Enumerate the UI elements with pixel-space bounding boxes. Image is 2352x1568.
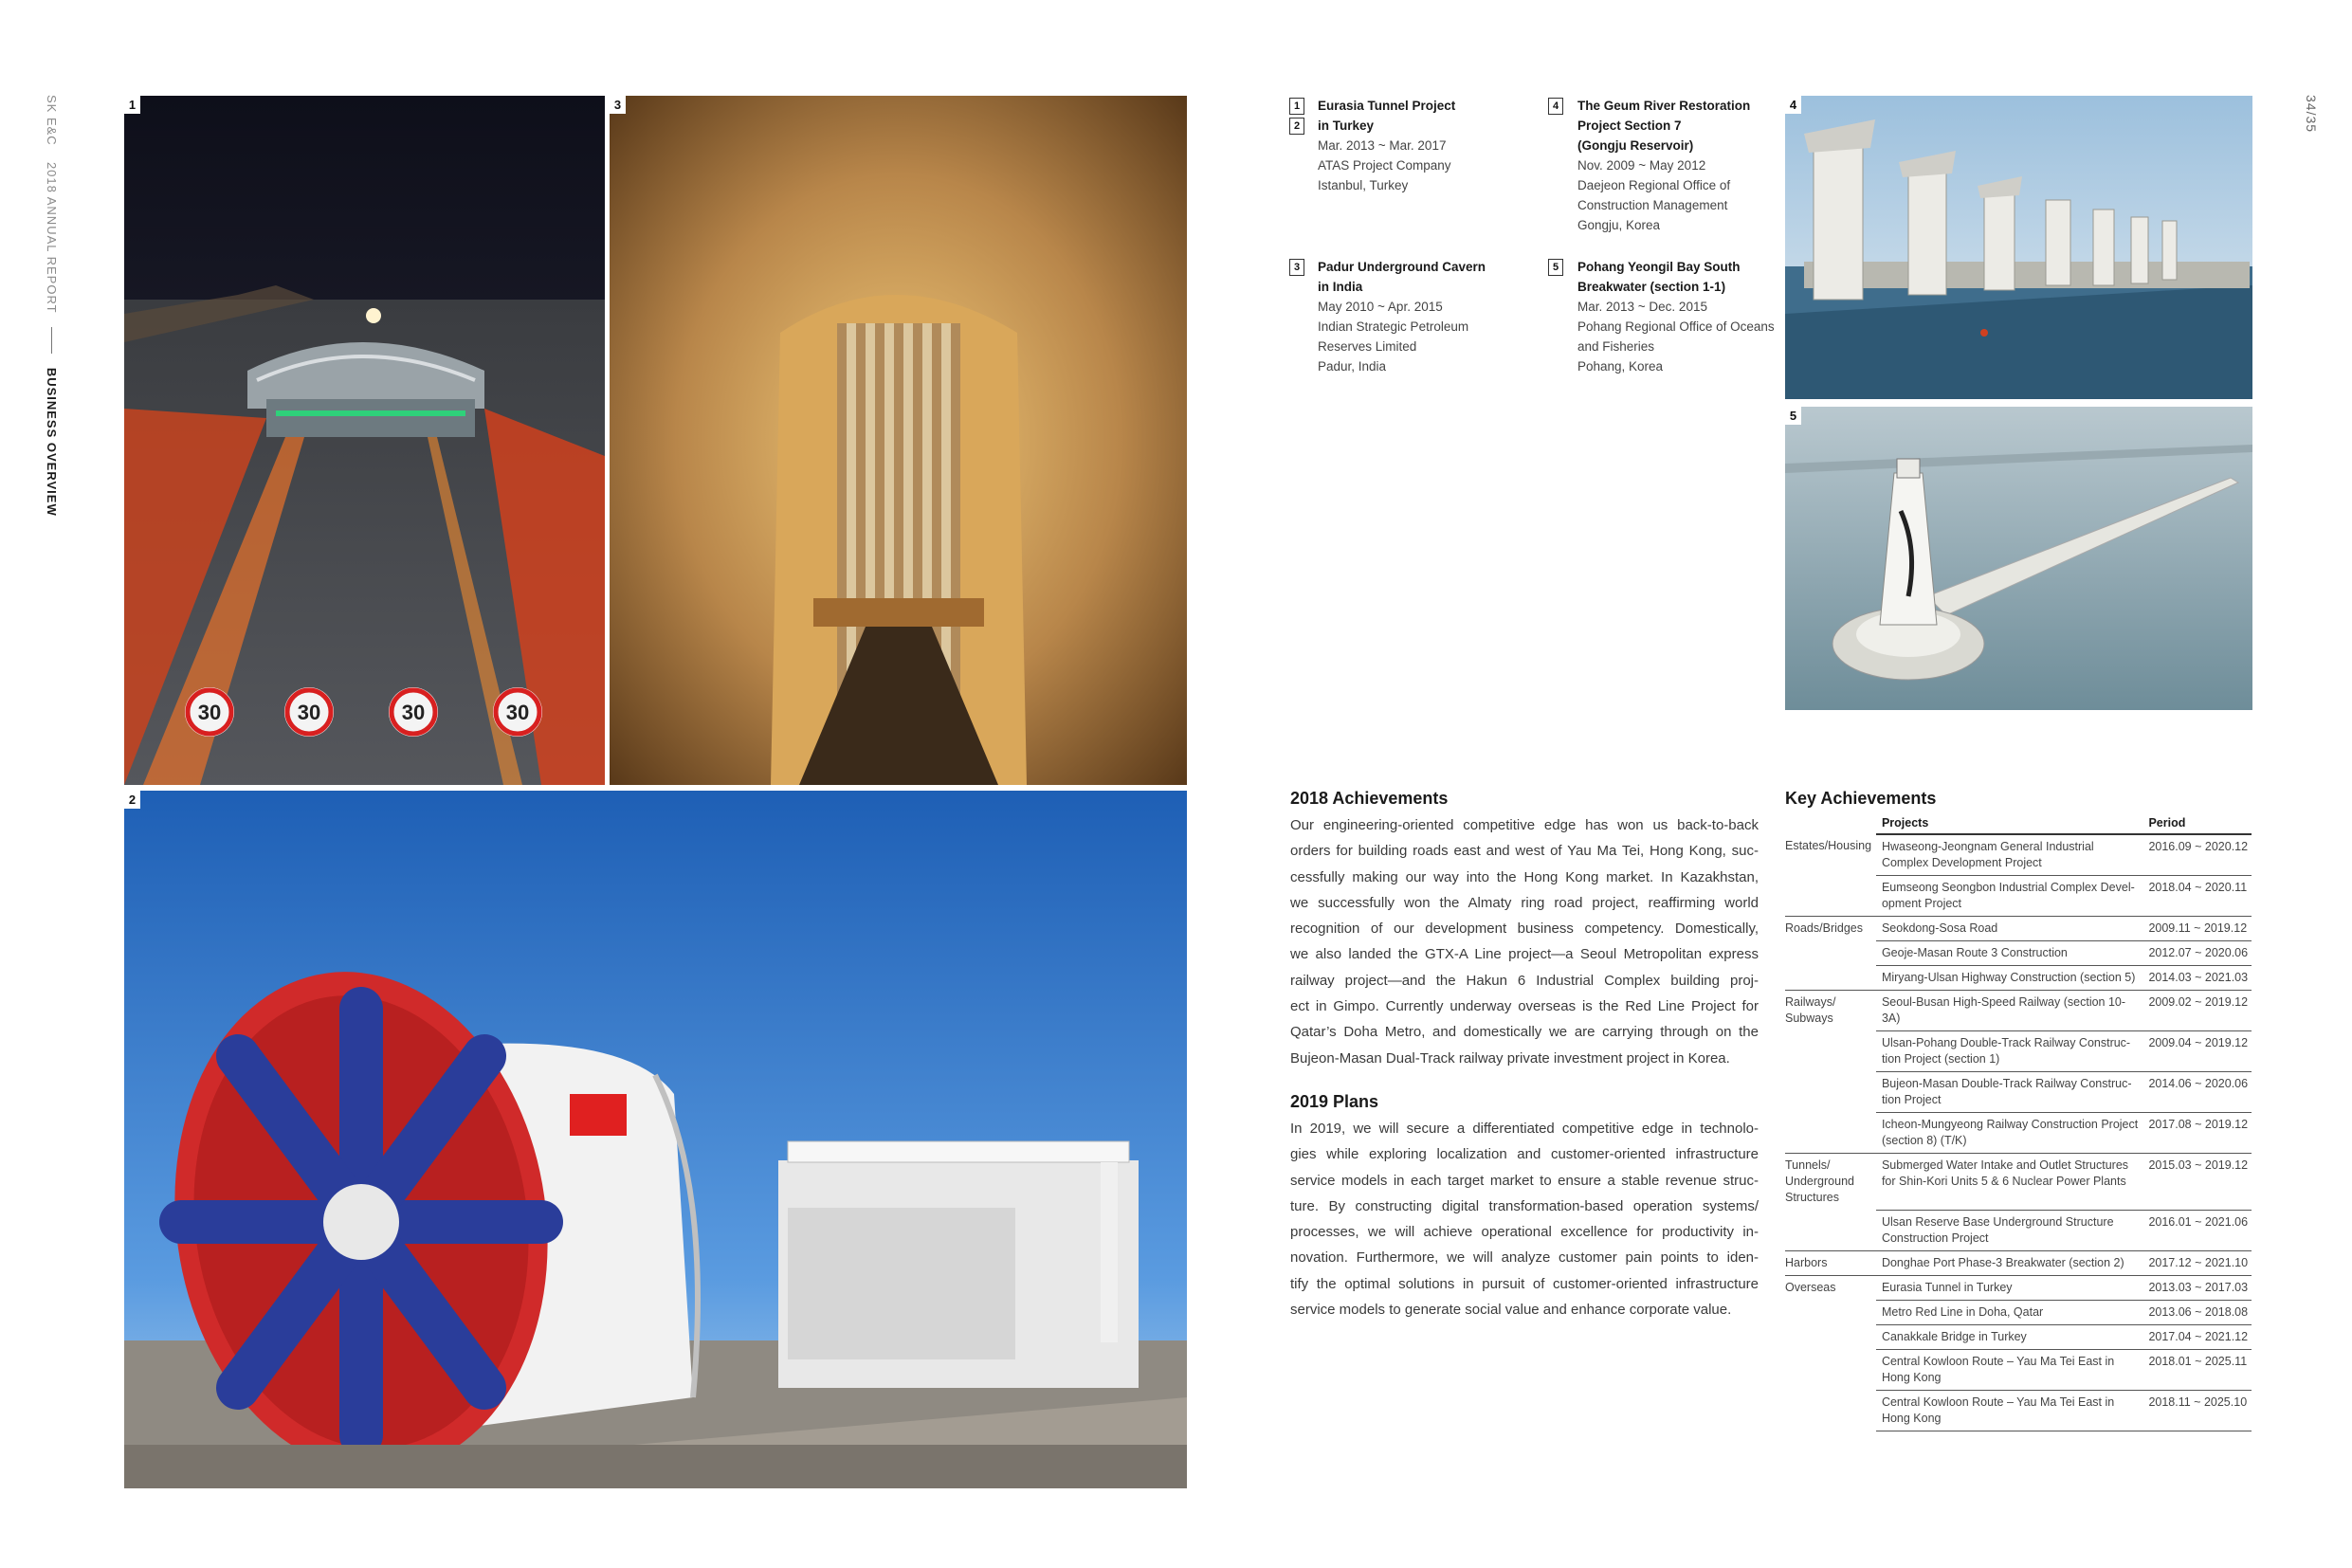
section-name: BUSINESS OVERVIEW xyxy=(45,367,59,517)
project-cell: Geoje-Masan Route 3 Construction xyxy=(1876,941,2142,966)
caption-number: 1 xyxy=(1289,98,1304,115)
caption-title: (Gongju Reservoir) xyxy=(1577,138,1694,153)
achievements-text xyxy=(1290,812,1759,1071)
table-row xyxy=(1785,1154,2252,1211)
photo-geum-river-weir xyxy=(1785,96,2252,399)
project-cell: Seoul-Busan High-Speed Railway (section 10-3A) xyxy=(1876,991,2142,1031)
category-cell: Tunnels/ Underground Structures xyxy=(1785,1154,1876,1211)
caption-line: May 2010 ~ Apr. 2015 xyxy=(1318,300,1443,314)
speed-sign: 30 xyxy=(297,701,321,724)
caption-line: Pohang Regional Office of Oceans xyxy=(1577,319,1775,334)
table-row xyxy=(1785,917,2252,941)
period-cell: 2017.12 ~ 2021.10 xyxy=(2141,1250,2252,1275)
caption-line: Indian Strategic Petroleum xyxy=(1318,319,1469,334)
caption-title: in India xyxy=(1318,280,1363,294)
project-cell: Canakkale Bridge in Turkey xyxy=(1876,1324,2142,1349)
table-row xyxy=(1785,1390,2252,1431)
caption-title: in Turkey xyxy=(1318,119,1375,133)
caption-line: ATAS Project Company xyxy=(1318,158,1451,173)
category-cell xyxy=(1785,1390,1876,1431)
caption-title: Padur Underground Cavern xyxy=(1318,260,1486,274)
text-line: In 2019, we will secure a differentiated competitive edge in technolo- xyxy=(1290,1120,1759,1137)
category-cell: Railways/ Subways xyxy=(1785,991,1876,1031)
company-name: SK E&C xyxy=(45,95,59,146)
category-cell xyxy=(1785,1210,1876,1250)
project-cell: Central Kowloon Route – Yau Ma Tei East in Hong Kong xyxy=(1876,1390,2142,1431)
period-cell: 2009.02 ~ 2019.12 xyxy=(2141,991,2252,1031)
photo-padur-cavern xyxy=(610,96,1187,785)
text-line: Bujeon-Masan Dual-Track railway private investment project in Korea. xyxy=(1290,1049,1730,1067)
text-line: processes, we will achieve operational excellence for productivity in- xyxy=(1290,1224,1759,1241)
photo-number: 4 xyxy=(1785,96,1801,114)
caption-line: Padur, India xyxy=(1318,359,1387,374)
project-cell: Ulsan-Pohang Double-Track Railway Construc- tion Project (section 1) xyxy=(1876,1031,2142,1072)
category-cell xyxy=(1785,1300,1876,1324)
caption-line: Nov. 2009 ~ May 2012 xyxy=(1577,158,1706,173)
category-cell xyxy=(1785,1349,1876,1390)
text-line: orders for building roads east and west of Yau Ma Tei, Hong Kong, suc- xyxy=(1290,843,1759,860)
project-cell: Ulsan Reserve Base Underground Structure Construction Project xyxy=(1876,1210,2142,1250)
project-cell: Donghae Port Phase-3 Breakwater (section 2) xyxy=(1876,1250,2142,1275)
caption-number: 2 xyxy=(1289,118,1304,135)
period-cell: 2018.11 ~ 2025.10 xyxy=(2141,1390,2252,1431)
table-row xyxy=(1785,1250,2252,1275)
caption-number: 5 xyxy=(1548,259,1563,276)
photo-number: 2 xyxy=(124,791,140,809)
table-row xyxy=(1785,1275,2252,1300)
text-line: ect in Gimpo. Currently underway overseas is the Red Line Project for xyxy=(1290,998,1759,1015)
caption-line: Mar. 2013 ~ Dec. 2015 xyxy=(1577,300,1707,314)
project-cell: Eumseong Seongbon Industrial Complex Devel- opment Project xyxy=(1876,876,2142,917)
plans-heading: 2019 Plans xyxy=(1290,1091,1379,1111)
table-row xyxy=(1785,1210,2252,1250)
speed-sign: 30 xyxy=(505,701,530,724)
project-cell: Hwaseong-Jeongnam General Industrial Complex Development Project xyxy=(1876,834,2142,876)
caption-line: Reserves Limited xyxy=(1318,339,1417,354)
table-row xyxy=(1785,991,2252,1031)
category-cell: Harbors xyxy=(1785,1250,1876,1275)
running-head xyxy=(45,95,59,517)
category-cell xyxy=(1785,1072,1876,1113)
caption-title: Eurasia Tunnel Project xyxy=(1318,99,1456,113)
key-achievements-table xyxy=(1785,816,2252,1431)
text-line: ture. By constructing digital transformation-based operation systems/ xyxy=(1290,1197,1759,1214)
text-line: service models to generate social value and enhance corporate value. xyxy=(1290,1302,1732,1319)
category-cell xyxy=(1785,966,1876,991)
caption-line: Construction Management xyxy=(1577,198,1728,212)
text-line: Qatar’s Doha Metro, and domestically we are carrying through on the xyxy=(1290,1024,1759,1041)
period-cell: 2014.06 ~ 2020.06 xyxy=(2141,1072,2252,1113)
category-cell: Roads/Bridges xyxy=(1785,917,1876,941)
category-cell: Estates/Housing xyxy=(1785,839,1872,852)
category-cell xyxy=(1785,1113,1876,1154)
project-cell: Icheon-Mungyeong Railway Construction Project (section 8) (T/K) xyxy=(1876,1113,2142,1154)
period-cell: 2014.03 ~ 2021.03 xyxy=(2141,966,2252,991)
text-line: gies while exploring localization and customer-oriented infrastructure xyxy=(1290,1146,1759,1163)
text-line: service models in each target market to ensure a stable revenue struc- xyxy=(1290,1172,1759,1189)
table-row xyxy=(1785,1300,2252,1324)
period-cell: 2009.04 ~ 2019.12 xyxy=(2141,1031,2252,1072)
caption-line: Pohang, Korea xyxy=(1577,359,1664,374)
project-cell: Submerged Water Intake and Outlet Structures for Shin-Kori Units 5 & 6 Nuclear Power Plants xyxy=(1876,1154,2142,1211)
report-name: 2018 ANNUAL REPORT xyxy=(45,161,59,314)
text-line: recognition of our development business competency. Domestically, xyxy=(1290,921,1759,938)
table-row xyxy=(1785,1113,2252,1154)
achievements-heading: 2018 Achievements xyxy=(1290,789,1449,808)
project-cell: Miryang-Ulsan Highway Construction (section 5) xyxy=(1876,966,2142,991)
project-cell: Eurasia Tunnel in Turkey xyxy=(1876,1275,2142,1300)
text-line: tify the optimal solutions in pursuit of customer-oriented infrastructure xyxy=(1290,1275,1759,1292)
photo-number: 5 xyxy=(1785,407,1801,425)
category-cell xyxy=(1785,941,1876,966)
period-cell: 2013.06 ~ 2018.08 xyxy=(2141,1300,2252,1324)
photo-number: 1 xyxy=(124,96,140,114)
caption-number: 4 xyxy=(1548,98,1563,115)
caption-title: Pohang Yeongil Bay South xyxy=(1577,260,1741,274)
caption-line: Daejeon Regional Office of xyxy=(1577,178,1731,192)
caption-line: Istanbul, Turkey xyxy=(1318,178,1409,192)
plans-text xyxy=(1290,1116,1759,1322)
project-cell: Central Kowloon Route – Yau Ma Tei East in Hong Kong xyxy=(1876,1349,2142,1390)
text-line: railway project—and the Hakun 6 Industrial Complex building proj- xyxy=(1290,972,1759,989)
speed-sign: 30 xyxy=(197,701,222,724)
text-line: novation. Furthermore, we will analyze customer pain points to iden- xyxy=(1290,1249,1759,1267)
project-cell: Bujeon-Masan Double-Track Railway Construc- tion Project xyxy=(1876,1072,2142,1113)
caption-line: Mar. 2013 ~ Mar. 2017 xyxy=(1318,138,1447,153)
category-cell xyxy=(1785,1031,1876,1072)
table-row xyxy=(1785,1324,2252,1349)
period-cell: 2012.07 ~ 2020.06 xyxy=(2141,941,2252,966)
period-cell: 2018.01 ~ 2025.11 xyxy=(2141,1349,2252,1390)
photo-pohang-breakwater xyxy=(1785,407,2252,710)
column-header-period: Period xyxy=(2141,816,2252,834)
table-row xyxy=(1785,1031,2252,1072)
period-cell: 2016.09 ~ 2020.12 xyxy=(2141,834,2252,876)
achievements-section xyxy=(1290,789,1759,1322)
table-row xyxy=(1785,1349,2252,1390)
category-cell xyxy=(1785,876,1876,917)
table-row xyxy=(1785,1072,2252,1113)
caption-number: 3 xyxy=(1289,259,1304,276)
period-cell: 2009.11 ~ 2019.12 xyxy=(2141,917,2252,941)
page-number: 34/35 xyxy=(2304,95,2319,134)
category-cell xyxy=(1785,1324,1876,1349)
project-cell: Seokdong-Sosa Road xyxy=(1876,917,2142,941)
divider xyxy=(51,327,52,354)
text-line: we also landed the GTX-A Line project—a Seoul Metropolitan express xyxy=(1290,946,1759,963)
table-row xyxy=(1785,834,2252,876)
text-line: cessfully making our way into the Hong Kong market. In Kazakhstan, xyxy=(1290,868,1759,885)
photo-number: 3 xyxy=(610,96,626,114)
project-cell: Metro Red Line in Doha, Qatar xyxy=(1876,1300,2142,1324)
photo-eurasia-tunnel xyxy=(124,96,605,785)
speed-sign: 30 xyxy=(401,701,426,724)
text-line: Our engineering-oriented competitive edge has won us back-to-back xyxy=(1290,817,1759,833)
caption-title: The Geum River Restoration xyxy=(1577,99,1751,113)
period-cell: 2018.04 ~ 2020.11 xyxy=(2141,876,2252,917)
caption-line: Gongju, Korea xyxy=(1577,218,1661,232)
column-header-projects: Projects xyxy=(1876,816,2142,834)
text-line: we successfully won the Almaty ring road project, reaffirming world xyxy=(1290,894,1759,911)
table-row xyxy=(1785,876,2252,917)
category-cell: Overseas xyxy=(1785,1275,1876,1300)
caption-title: Project Section 7 xyxy=(1577,119,1682,133)
period-cell: 2013.03 ~ 2017.03 xyxy=(2141,1275,2252,1300)
caption-line: and Fisheries xyxy=(1577,339,1655,354)
key-achievements-heading: Key Achievements xyxy=(1785,789,1937,808)
period-cell: 2015.03 ~ 2019.12 xyxy=(2141,1154,2252,1211)
period-cell: 2016.01 ~ 2021.06 xyxy=(2141,1210,2252,1250)
period-cell: 2017.04 ~ 2021.12 xyxy=(2141,1324,2252,1349)
period-cell: 2017.08 ~ 2019.12 xyxy=(2141,1113,2252,1154)
caption-title: Breakwater (section 1-1) xyxy=(1577,280,1726,294)
photo-tunnel-boring-machine xyxy=(124,791,1187,1488)
table-row xyxy=(1785,966,2252,991)
key-achievements xyxy=(1785,789,2252,1431)
table-row xyxy=(1785,941,2252,966)
